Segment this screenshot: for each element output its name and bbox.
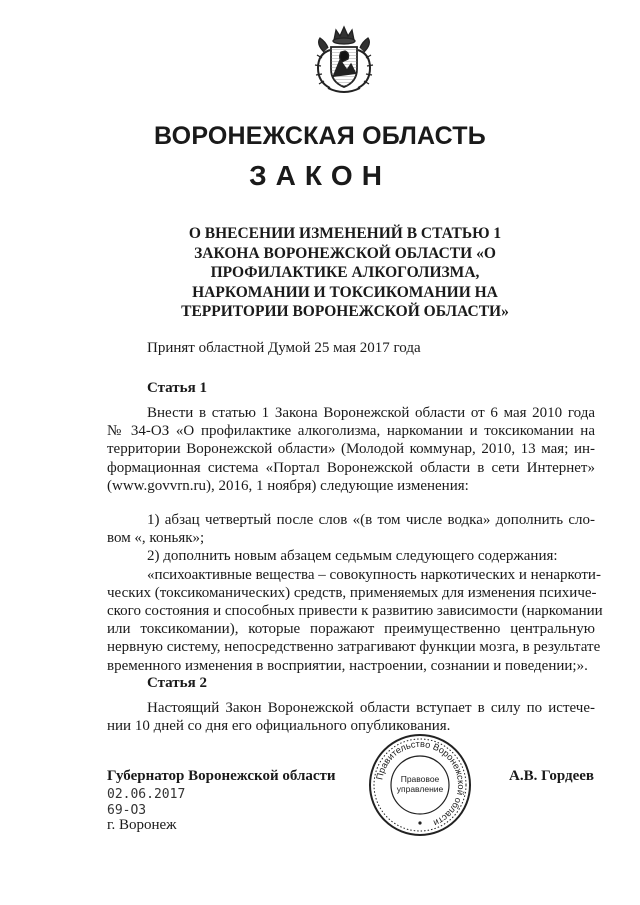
adoption-note: Принят областной Думой 25 мая 2017 года xyxy=(147,340,421,356)
article-2-body xyxy=(107,699,595,735)
text-line: нервную систему, непосредственно затрагивают функции мозга, в результате xyxy=(107,639,601,656)
stamp-center-text: Правовое xyxy=(400,774,440,784)
text-line: (www.govvrn.ru), 2016, 1 ноября) следующие изменения: xyxy=(107,477,469,494)
article-1-intro xyxy=(107,404,595,495)
law-title-line: О ВНЕСЕНИИ ИЗМЕНЕНИЙ В СТАТЬЮ 1 xyxy=(188,225,502,242)
signing-date: 02.06.2017 xyxy=(107,787,186,802)
text-line: временного изменения в восприятии, настроении, сознании и поведении;». xyxy=(107,657,588,674)
text-line: 2) дополнить новым абзацем седьмым следующего содержания: xyxy=(147,548,558,565)
text-line: «психоактивные вещества – совокупность наркотических и ненаркоти- xyxy=(147,566,601,583)
document-type: ЗАКОН xyxy=(249,160,391,191)
text-line: ского состояния и способных привести к развитию зависимости (наркомании xyxy=(107,602,603,619)
law-title-line: ТЕРРИТОРИИ ВОРОНЕЖСКОЙ ОБЛАСТИ» xyxy=(181,303,509,321)
law-number: 69-ОЗ xyxy=(107,803,147,818)
text-line: формационная система «Портал Воронежской области в сети Интернет» xyxy=(107,459,595,476)
text-line: вом «, коньяк»; xyxy=(107,530,205,547)
region-title: ВОРОНЕЖСКАЯ ОБЛАСТЬ xyxy=(154,122,486,150)
law-title xyxy=(150,224,540,322)
article-1-heading: Статья 1 xyxy=(147,380,207,396)
text-line: Внести в статью 1 Закона Воронежской области от 6 мая 2010 года xyxy=(147,405,595,421)
text-line: № 34-ОЗ «О профилактике алкоголизма, наркомании и токсикомании на xyxy=(107,423,595,440)
article-1-changes xyxy=(107,511,603,675)
law-title-line: ПРОФИЛАКТИКЕ АЛКОГОЛИЗМА, xyxy=(210,264,480,282)
law-title-line: НАРКОМАНИИ И ТОКСИКОМАНИИ НА xyxy=(192,283,498,301)
signer-title: Губернатор Воронежской области xyxy=(107,768,336,784)
stamp-ring-text: Правительство Воронежской области xyxy=(374,738,467,829)
text-line: территории Воронежской области» (Молодой коммунар, 2010, 13 мая; ин- xyxy=(107,441,595,458)
text-line: Настоящий Закон Воронежской области вступает в силу по истече- xyxy=(147,700,595,716)
signing-city: г. Воронеж xyxy=(107,817,177,833)
official-seal-icon xyxy=(365,730,475,840)
text-line: 1) абзац четвертый после слов «(в том числе водка» дополнить сло- xyxy=(147,512,595,528)
text-line: ческих (токсикоманических) средств, применяемых для изменения психиче- xyxy=(107,584,597,601)
stamp-center-text: управление xyxy=(396,784,444,794)
law-title-line: ЗАКОНА ВОРОНЕЖСКОЙ ОБЛАСТИ «О xyxy=(194,244,496,262)
text-line: нии 10 дней со дня его официального опубликования. xyxy=(107,718,451,735)
text-line: или токсикомании), которые поражают преимущественно центральную xyxy=(107,621,595,638)
article-2-heading: Статья 2 xyxy=(147,675,207,691)
signer-name: А.В. Гордеев xyxy=(509,768,594,784)
voronezh-coat-of-arms-icon xyxy=(304,22,384,102)
